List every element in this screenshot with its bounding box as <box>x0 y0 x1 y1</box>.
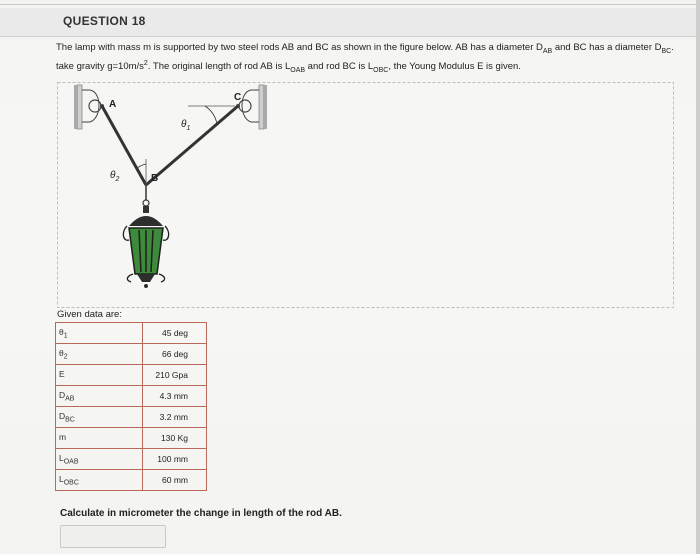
gravity-sup: 2 <box>143 60 148 67</box>
given-symbol <box>56 428 143 449</box>
value-number: 45 <box>161 328 172 338</box>
value-number: 210 <box>155 370 170 380</box>
given-row <box>56 386 207 407</box>
value-number: 100 <box>157 454 172 464</box>
value-unit: deg <box>173 349 188 359</box>
value-number: 4.3 <box>159 391 172 401</box>
symbol-subscript: 1 <box>63 332 68 340</box>
given-symbol <box>56 323 143 344</box>
given-symbol <box>56 365 143 386</box>
given-symbol <box>56 407 143 428</box>
given-value <box>143 449 207 470</box>
theta2-label: $\theta_2$ <box>110 170 120 183</box>
value-unit: mm <box>173 475 188 485</box>
theta1-label: $\theta_1$ <box>181 119 191 132</box>
value-number: 60 <box>161 475 172 485</box>
given-data-table <box>55 322 207 491</box>
value-unit: deg <box>173 328 188 338</box>
given-symbol <box>56 449 143 470</box>
symbol-text: L <box>59 452 64 463</box>
intro-sub-2: BC <box>661 47 672 55</box>
given-row <box>56 428 207 449</box>
question-title: QUESTION 18 <box>63 14 146 28</box>
given-row <box>56 365 207 386</box>
given-row <box>56 407 207 428</box>
value-unit: mm <box>173 391 188 401</box>
given-value <box>143 407 207 428</box>
value-number: 3.2 <box>159 412 172 422</box>
gravity-text-4: , the Young Modulus E is given. <box>388 61 521 73</box>
gravity-text-2: . The original length of rod AB is L <box>147 61 291 73</box>
value-unit: Kg <box>177 433 188 443</box>
symbol-text: θ <box>59 326 64 337</box>
symbol-text: θ <box>59 347 64 358</box>
given-symbol <box>56 386 143 407</box>
value-unit: mm <box>173 454 188 464</box>
label-b: B <box>151 173 159 184</box>
answer-input[interactable] <box>60 525 166 548</box>
given-row <box>56 470 207 491</box>
symbol-text: D <box>59 410 66 421</box>
gravity-text-1: take gravity g=10m/s <box>56 61 144 73</box>
gravity-sub-1: OAB <box>290 67 306 75</box>
given-value <box>143 344 207 365</box>
given-symbol <box>56 470 143 491</box>
symbol-subscript: 2 <box>63 353 68 361</box>
symbol-subscript: AB <box>65 395 75 403</box>
given-row <box>56 449 207 470</box>
symbol-subscript: OBC <box>63 479 79 487</box>
symbol-text: m <box>59 431 67 442</box>
page-edge <box>696 0 700 554</box>
gravity-text-3: and rod BC is L <box>305 61 374 73</box>
symbol-text: L <box>59 473 64 484</box>
value-number: 130 <box>161 433 176 443</box>
lamp-figure <box>57 82 674 308</box>
value-unit: mm <box>173 412 188 422</box>
question-gravity <box>56 60 521 74</box>
given-value <box>143 470 207 491</box>
given-symbol <box>56 344 143 365</box>
symbol-text: E <box>59 368 65 379</box>
intro-text-2: and BC has a diameter D <box>552 42 662 53</box>
symbol-text: D <box>59 389 66 400</box>
given-value <box>143 365 207 386</box>
given-value <box>143 386 207 407</box>
intro-text-1: The lamp with mass m is supported by two steel rods AB and BC as shown in the figure below. AB has a diameter D <box>56 42 543 53</box>
symbol-subscript: BC <box>65 416 75 424</box>
given-value <box>143 323 207 344</box>
gravity-sub-2: OBC <box>373 67 389 75</box>
question-intro <box>56 42 674 55</box>
given-row <box>56 323 207 344</box>
given-value <box>143 428 207 449</box>
given-row <box>56 344 207 365</box>
symbol-subscript: OAB <box>63 458 79 466</box>
value-number: 66 <box>161 349 172 359</box>
intro-text-3: . <box>671 42 674 53</box>
intro-sub-1: AB <box>542 47 553 55</box>
label-a: A <box>109 99 117 110</box>
given-data-label: Given data are: <box>57 309 122 320</box>
question-prompt: Calculate in micrometer the change in length of the rod AB. <box>60 508 342 519</box>
top-divider <box>0 4 700 5</box>
label-c: C <box>234 92 242 103</box>
value-unit: Gpa <box>171 370 188 380</box>
